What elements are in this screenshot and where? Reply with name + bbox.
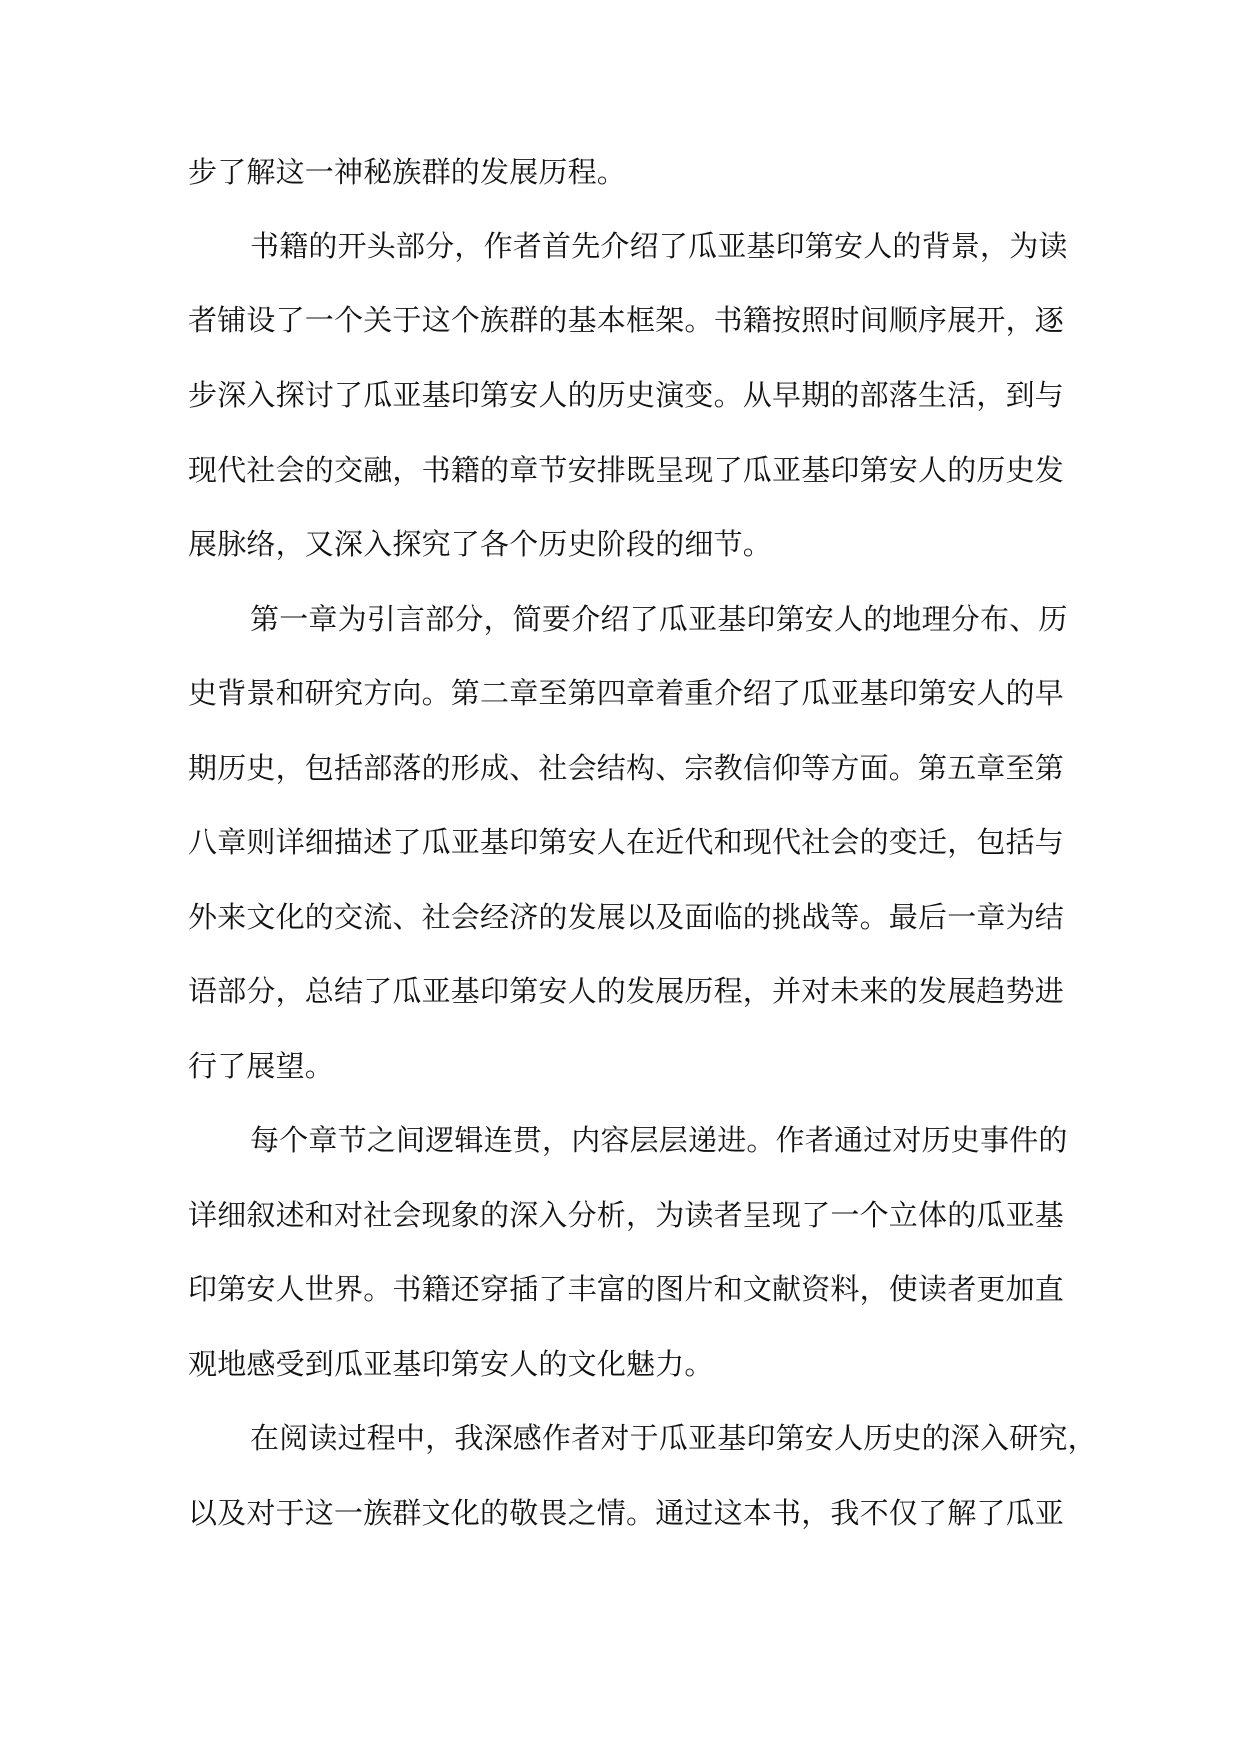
text-line: 行了展望。	[188, 1049, 335, 1083]
text-line: 印第安人世界。书籍还穿插了丰富的图片和文献资料，使读者更加直	[188, 1272, 1065, 1306]
text-line: 语部分，总结了瓜亚基印第安人的发展历程，并对未来的发展趋势进	[188, 974, 1065, 1008]
text-line: 观地感受到瓜亚基印第安人的文化魅力。	[188, 1347, 714, 1381]
text-line: 步了解这一神秘族群的发展历程。	[188, 155, 627, 189]
text-line: 史背景和研究方向。第二章至第四章着重介绍了瓜亚基印第安人的早	[188, 676, 1065, 710]
paragraph-first-line: 每个章节之间逻辑连贯，内容层层递进。作者通过对历史事件的	[250, 1123, 1068, 1157]
paragraph-first-line: 第一章为引言部分，简要介绍了瓜亚基印第安人的地理分布、历	[250, 602, 1068, 636]
paragraph-first-line: 在阅读过程中，我深感作者对于瓜亚基印第安人历史的深入研究，	[250, 1421, 1097, 1455]
paragraph-first-line: 书籍的开头部分，作者首先介绍了瓜亚基印第安人的背景，为读	[250, 229, 1068, 263]
text-line: 外来文化的交流、社会经济的发展以及面临的挑战等。最后一章为结	[188, 900, 1065, 934]
text-line: 详细叙述和对社会现象的深入分析，为读者呈现了一个立体的瓜亚基	[188, 1198, 1065, 1232]
text-line: 者铺设了一个关于这个族群的基本框架。书籍按照时间顺序展开，逐	[188, 303, 1065, 337]
text-line: 步深入探讨了瓜亚基印第安人的历史演变。从早期的部落生活，到与	[188, 378, 1065, 412]
text-line: 展脉络，又深入探究了各个历史阶段的细节。	[188, 527, 773, 561]
text-line: 期历史，包括部落的形成、社会结构、宗教信仰等方面。第五章至第	[188, 751, 1065, 785]
text-line: 以及对于这一族群文化的敬畏之情。通过这本书，我不仅了解了瓜亚	[188, 1496, 1065, 1530]
text-line: 八章则详细描述了瓜亚基印第安人在近代和现代社会的变迁，包括与	[188, 825, 1065, 859]
text-line: 现代社会的交融，书籍的章节安排既呈现了瓜亚基印第安人的历史发	[188, 453, 1065, 487]
